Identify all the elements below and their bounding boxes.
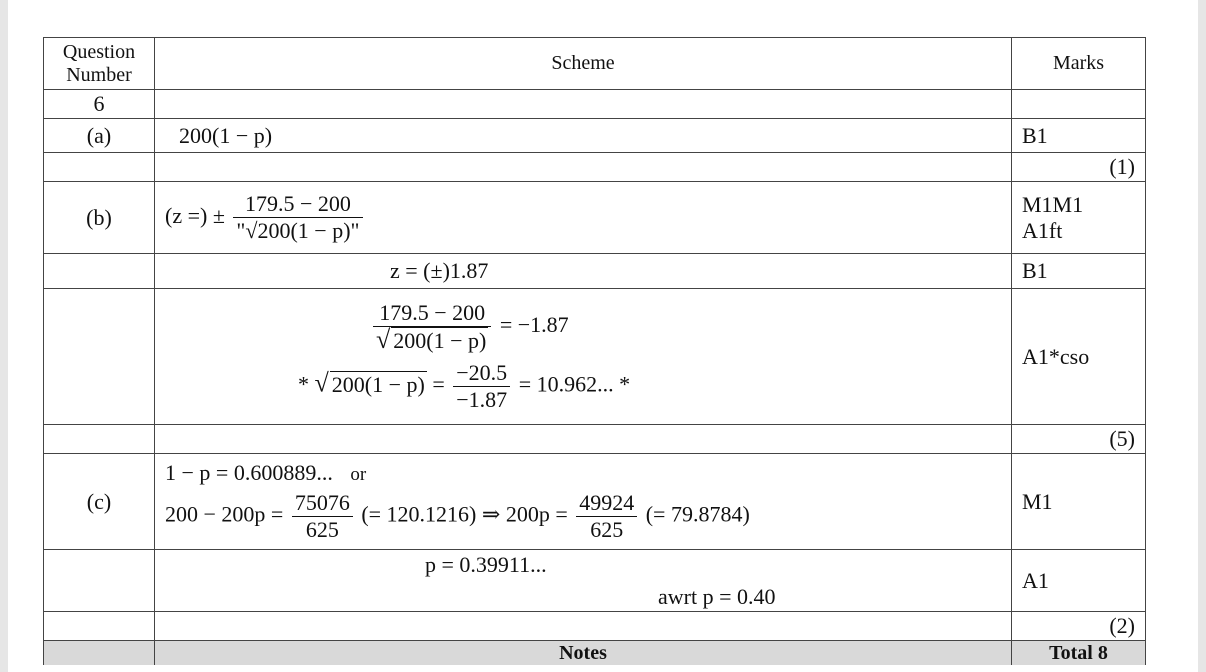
- table-row: [44, 550, 1146, 612]
- c-fraction-1-num: 75076: [292, 490, 353, 517]
- c-line-1: [165, 460, 1001, 486]
- equation-numerator: 179.5 − 200: [373, 300, 491, 327]
- c-fraction-2: [576, 490, 637, 543]
- star-denominator: −1.87: [456, 387, 508, 412]
- header-row: [44, 38, 1146, 90]
- star-numerator: −20.5: [453, 360, 510, 387]
- c-line-1-text: 1 − p = 0.600889...: [165, 460, 333, 485]
- part-c-mark: M1: [1012, 454, 1146, 550]
- part-c-total: (2): [1012, 612, 1146, 641]
- star-rhs: = 10.962...: [518, 371, 614, 397]
- part-a-mark: B1: [1012, 119, 1146, 153]
- c-fraction-2-num: 49924: [576, 490, 637, 517]
- equation-line: [165, 300, 1001, 354]
- table-row: [44, 425, 1146, 454]
- page-edge-right: [1198, 0, 1206, 672]
- table-row: [44, 254, 1146, 289]
- p-value: p = 0.39911...: [425, 551, 547, 577]
- c-line-2-left: 200 − 200p =: [165, 501, 284, 527]
- table-row: [44, 153, 1146, 182]
- part-a-total: (1): [1012, 153, 1146, 182]
- equation-denominator: √ 200(1 − p): [376, 325, 487, 354]
- header-scheme: Scheme: [155, 38, 1012, 90]
- header-marks: Marks: [1012, 38, 1146, 90]
- notes-heading: Notes: [155, 641, 1012, 666]
- part-a-expression: 200(1 − p): [179, 122, 273, 148]
- table-row: [44, 612, 1146, 641]
- table-row: [44, 119, 1146, 153]
- part-b-total: (5): [1012, 425, 1146, 454]
- total-marks: Total 8: [1012, 641, 1146, 666]
- part-b-label: (b): [44, 182, 155, 254]
- question-number: 6: [44, 90, 155, 119]
- c-line-2-end: (= 79.8784): [645, 501, 750, 527]
- part-b-z-formula: [165, 191, 366, 243]
- c-line-2: [165, 490, 1001, 543]
- star-fraction: [453, 360, 510, 413]
- equation-fraction: [373, 300, 491, 354]
- awrt-mark: A1: [1012, 550, 1146, 612]
- part-a-label: (a): [44, 119, 155, 153]
- c-or: or: [350, 464, 367, 485]
- star-left: *: [298, 371, 309, 397]
- equation-rhs: = −1.87: [499, 312, 569, 338]
- c-fraction-2-den: 625: [590, 517, 624, 542]
- cso-mark: A1*cso: [1012, 289, 1146, 425]
- table-row: [44, 454, 1146, 550]
- z-value: z = (±)1.87: [390, 258, 489, 283]
- star-right: *: [619, 371, 631, 397]
- c-line-2-mid: (= 120.1216) ⇒ 200p =: [361, 501, 568, 527]
- z-prefix: (z =) ±: [165, 202, 225, 228]
- page-edge-left: [0, 0, 8, 672]
- z-value-mark: B1: [1012, 254, 1146, 289]
- z-fraction: [233, 191, 362, 244]
- star-line: * √ 200(1 − p) = $\frac{-20.5}{-1.87}$ = 10.962... *: [298, 360, 631, 412]
- table-row: [44, 182, 1146, 254]
- table-row: [44, 90, 1146, 119]
- part-b-mark-1: M1M1: [1022, 191, 1084, 217]
- star-sqrt: 200(1 − p): [331, 371, 425, 397]
- z-denominator: "√200(1 − p)": [236, 218, 360, 243]
- table-row: [44, 289, 1146, 425]
- notes-row: [44, 641, 1146, 666]
- c-fraction-1-den: 625: [305, 517, 339, 542]
- c-fraction-1: [292, 490, 353, 543]
- header-question-number: Question Number: [44, 38, 155, 90]
- z-numerator: 179.5 − 200: [233, 191, 362, 218]
- mark-scheme-table: [43, 37, 1146, 665]
- awrt-value: awrt p = 0.40: [658, 583, 776, 609]
- part-c-label: (c): [44, 454, 155, 550]
- part-b-mark-2: A1ft: [1022, 217, 1063, 243]
